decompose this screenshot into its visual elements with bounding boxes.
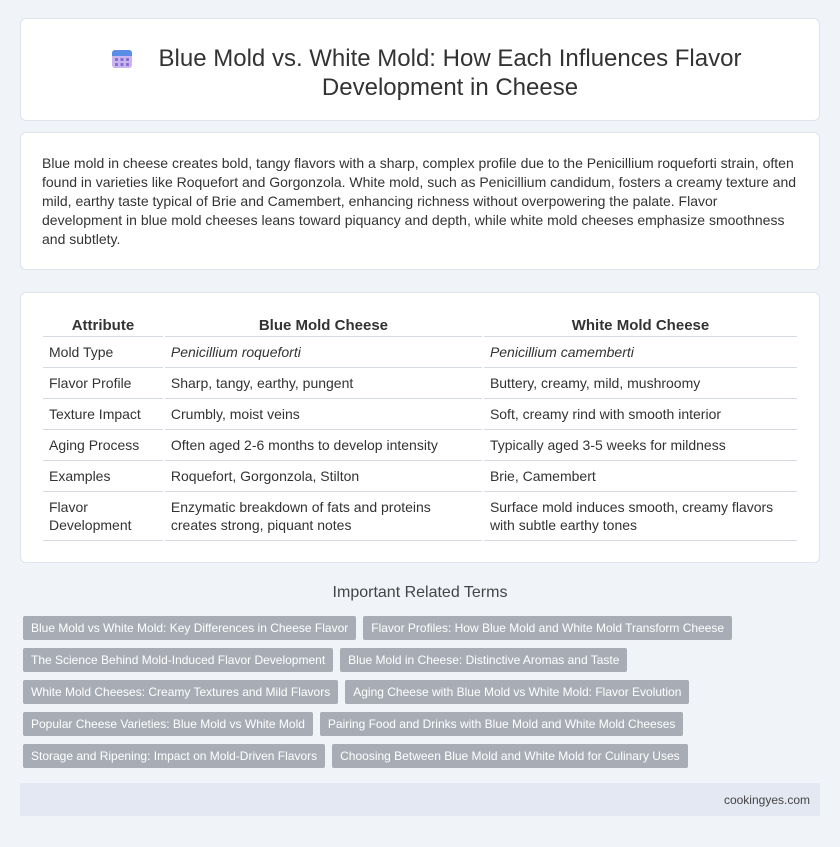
comparison-table-card <box>20 292 820 563</box>
related-term-link[interactable]: Storage and Ripening: Impact on Mold-Driven Flavors <box>23 744 325 768</box>
table-cell: Examples <box>43 461 163 492</box>
table-row <box>43 461 797 492</box>
page-title: Blue Mold vs. White Mold: How Each Influences Flavor Development in Cheese <box>158 45 742 101</box>
table-row <box>43 399 797 430</box>
footer <box>20 783 820 816</box>
table-cell: Flavor Profile <box>43 368 163 399</box>
table-cell: Enzymatic breakdown of fats and proteins creates strong, piquant notes <box>165 492 482 541</box>
table-cell: Penicillium roqueforti <box>165 337 482 368</box>
intro-card <box>20 132 820 270</box>
related-term-link[interactable]: Aging Cheese with Blue Mold vs White Mold: Flavor Evolution <box>345 680 689 704</box>
table-cell: Texture Impact <box>43 399 163 430</box>
related-term-link[interactable]: Choosing Between Blue Mold and White Mold for Culinary Uses <box>332 744 688 768</box>
header-white-mold: White Mold Cheese <box>484 315 797 337</box>
table-cell: Buttery, creamy, mild, mushroomy <box>484 368 797 399</box>
table-row <box>43 368 797 399</box>
related-term-link[interactable]: The Science Behind Mold-Induced Flavor Development <box>23 648 333 672</box>
site-name[interactable]: cookingyes.com <box>723 793 810 807</box>
table-cell: Crumbly, moist veins <box>165 399 482 430</box>
intro-paragraph: Blue mold in cheese creates bold, tangy flavors with a sharp, complex profile due to the Penicillium roqueforti strain, often found in varieties like Roquefort and Gorgonzola. White mold, such as Penicillium candidum, fosters a creamy texture and mild, earthy taste typical of Brie and Camembert, enhancing richness without overpowering the palate. Flavor development in blue mold cheeses leans toward piquancy and depth, while white mold cheeses emphasize smoothness and subtlety. <box>42 155 797 247</box>
table-cell: Flavor Development <box>43 492 163 541</box>
related-term-link[interactable]: Blue Mold in Cheese: Distinctive Aromas and Taste <box>340 648 627 672</box>
related-term-link[interactable]: Pairing Food and Drinks with Blue Mold and White Mold Cheeses <box>320 712 684 736</box>
table-cell: Roquefort, Gorgonzola, Stilton <box>165 461 482 492</box>
table-cell: Brie, Camembert <box>484 461 797 492</box>
related-term-link[interactable]: White Mold Cheeses: Creamy Textures and Mild Flavors <box>23 680 338 704</box>
related-term-link[interactable]: Blue Mold vs White Mold: Key Differences in Cheese Flavor <box>23 616 356 640</box>
table-row <box>43 337 797 368</box>
table-row <box>43 430 797 461</box>
table-cell: Penicillium camemberti <box>484 337 797 368</box>
table-row <box>43 492 797 541</box>
table-cell: Soft, creamy rind with smooth interior <box>484 399 797 430</box>
table-cell: Mold Type <box>43 337 163 368</box>
table-cell: Typically aged 3-5 weeks for mildness <box>484 430 797 461</box>
table-cell: Sharp, tangy, earthy, pungent <box>165 368 482 399</box>
header-attribute: Attribute <box>43 315 163 337</box>
related-term-link[interactable]: Popular Cheese Varieties: Blue Mold vs White Mold <box>23 712 313 736</box>
related-term-link[interactable]: Flavor Profiles: How Blue Mold and White Mold Transform Cheese <box>363 616 732 640</box>
table-cell: Aging Process <box>43 430 163 461</box>
table-cell: Often aged 2-6 months to develop intensity <box>165 430 482 461</box>
table-cell: Surface mold induces smooth, creamy flavors with subtle earthy tones <box>484 492 797 541</box>
comparison-table <box>41 315 799 541</box>
related-terms-list <box>23 616 813 776</box>
table-header-row <box>43 315 797 337</box>
header-blue-mold: Blue Mold Cheese <box>165 315 482 337</box>
title-card <box>20 18 820 121</box>
related-terms-heading: Important Related Terms <box>332 584 508 601</box>
